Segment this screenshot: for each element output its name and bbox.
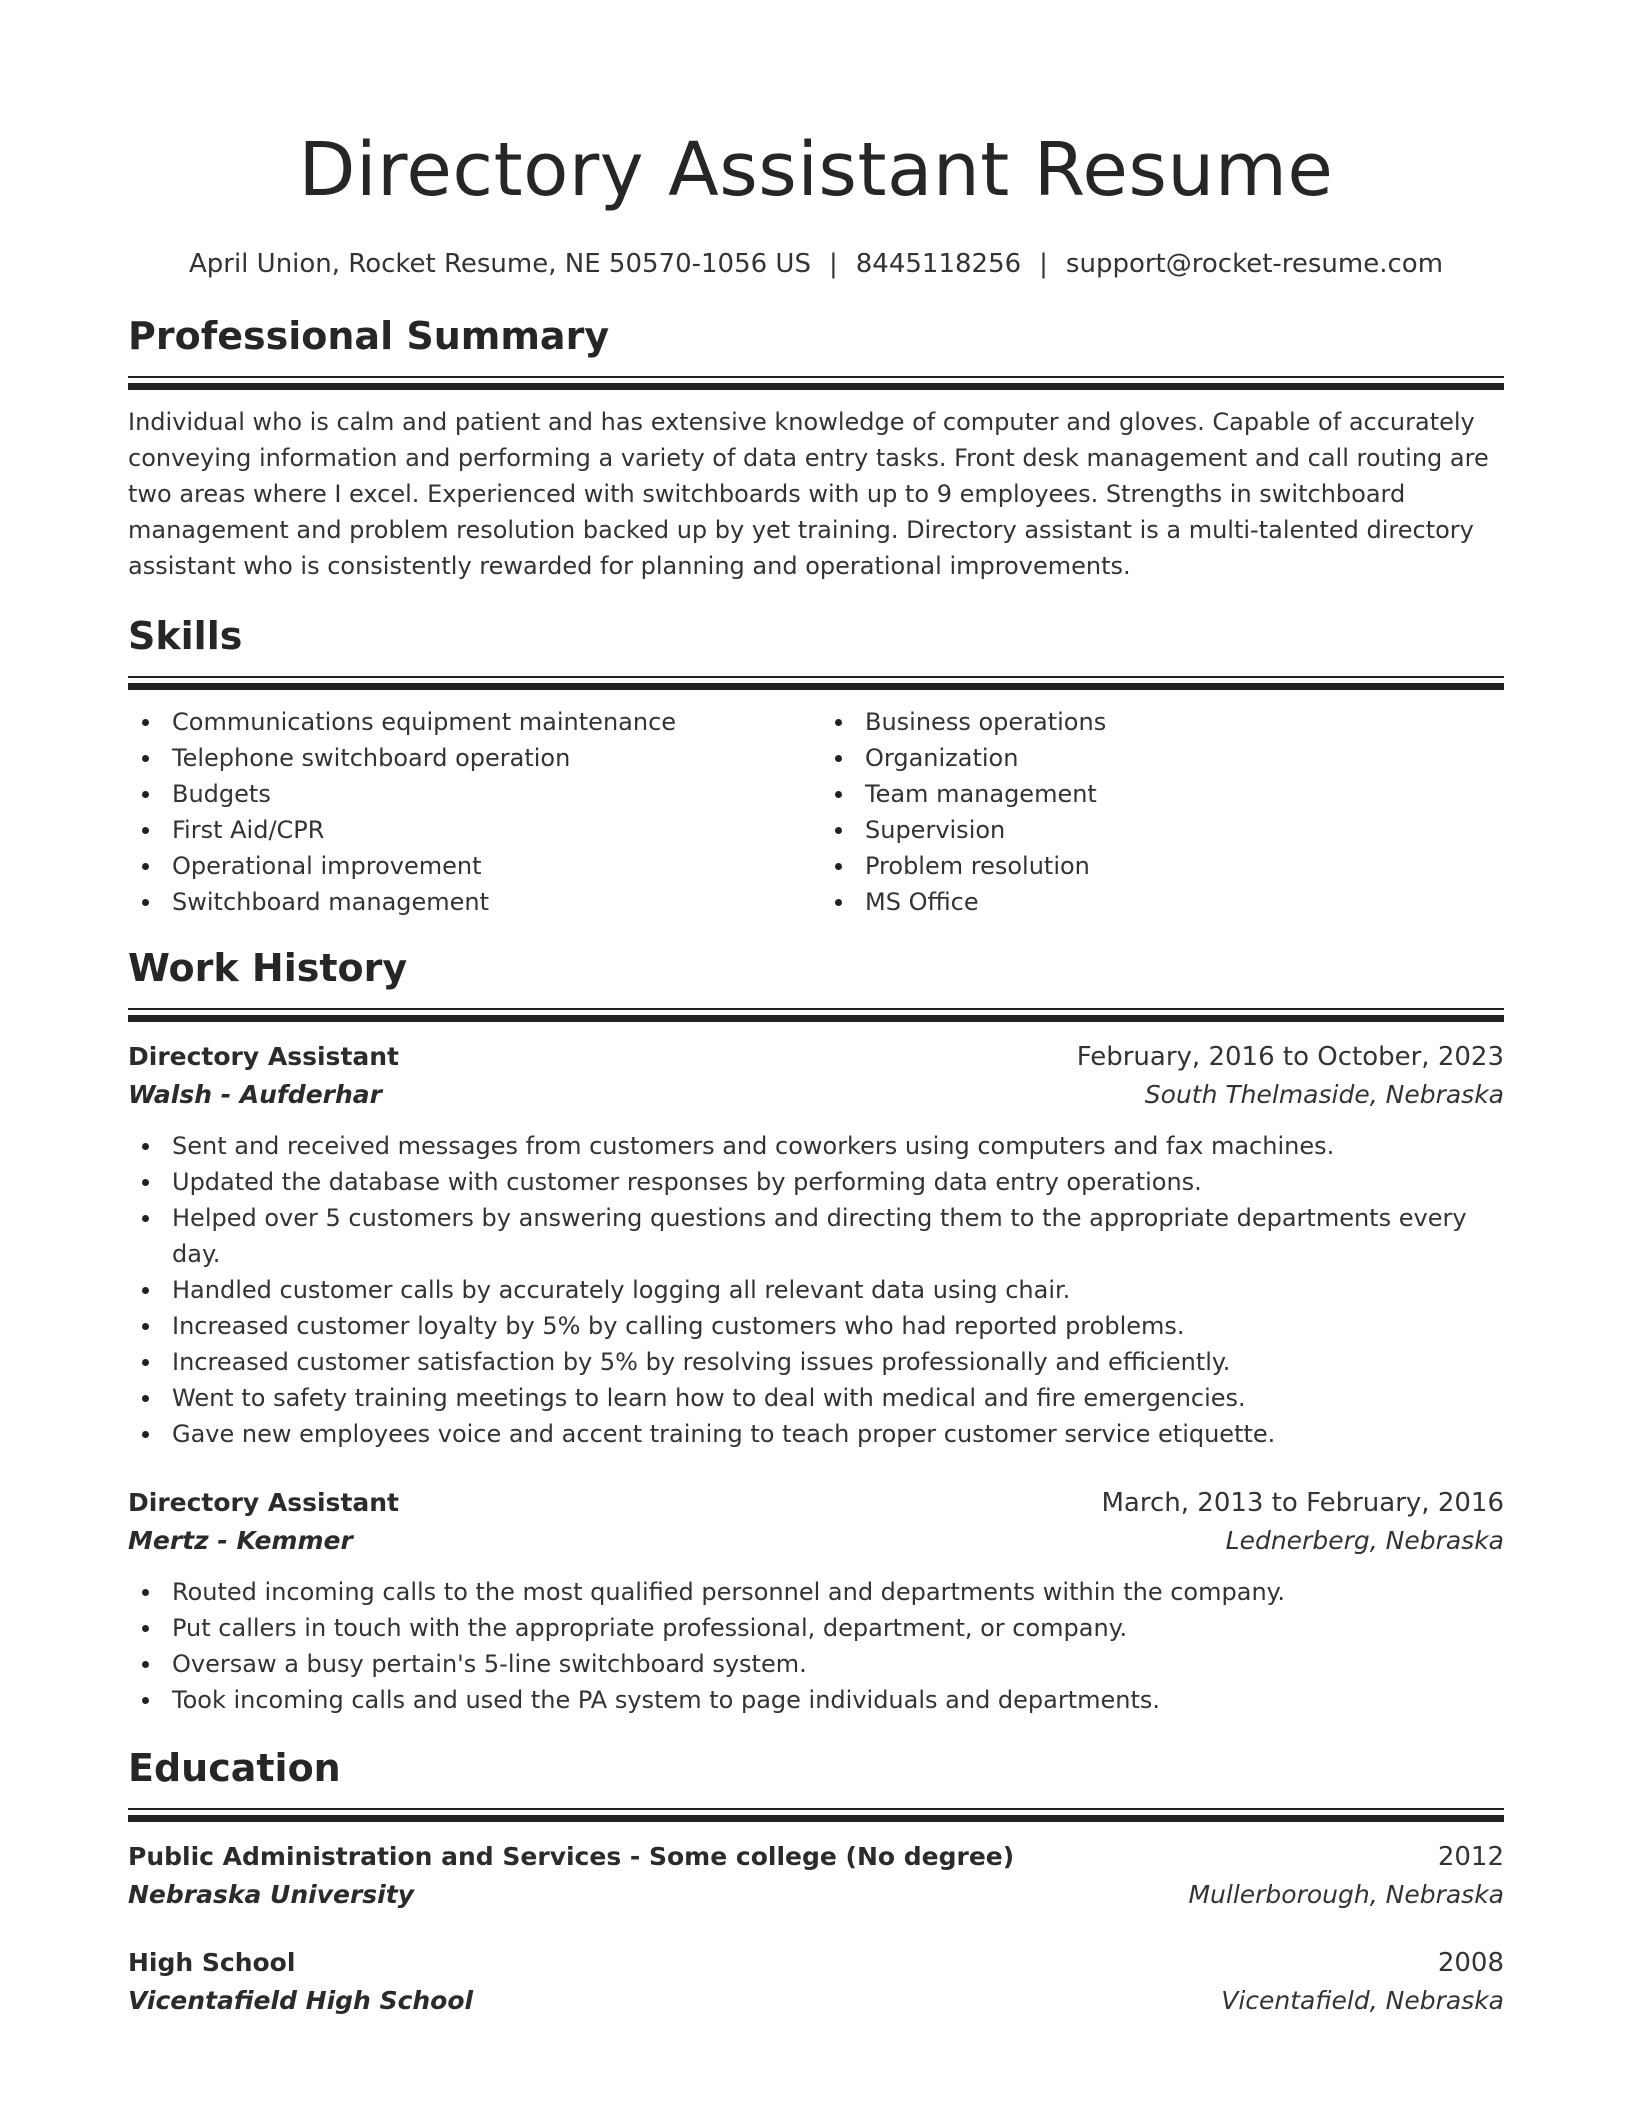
contact-address: April Union, Rocket Resume, NE 50570-1056 US: [188, 249, 811, 279]
education-entry: [128, 1944, 1504, 2020]
education-header-row: [128, 1838, 1504, 1876]
job-bullets: [128, 1574, 1504, 1718]
skill-item: MS Office: [821, 884, 1504, 920]
section-divider: [128, 1808, 1504, 1822]
contact-email[interactable]: support@rocket-resume.com: [1065, 249, 1444, 279]
section-divider: [128, 1008, 1504, 1022]
job-title: Directory Assistant: [128, 1488, 400, 1517]
job-bullet: Routed incoming calls to the most qualified personnel and departments within the company.: [128, 1574, 1504, 1610]
job-bullet: Took incoming calls and used the PA system to page individuals and departments.: [128, 1682, 1504, 1718]
skill-item: Organization: [821, 740, 1504, 776]
job-bullet: Updated the database with customer responses by performing data entry operations.: [128, 1164, 1504, 1200]
job-header-row: [128, 1038, 1504, 1076]
education-degree: High School: [128, 1948, 296, 1977]
skill-item: Telephone switchboard operation: [128, 740, 811, 776]
education-entry: [128, 1838, 1504, 1914]
job-company: Mertz - Kemmer: [128, 1526, 353, 1555]
skill-item: Problem resolution: [821, 848, 1504, 884]
job-location: South Thelmaside, Nebraska: [1144, 1080, 1504, 1109]
education-school-row: [128, 1876, 1504, 1914]
education-location: Mullerborough, Nebraska: [1188, 1880, 1504, 1909]
contact-phone: 8445118256: [855, 249, 1022, 279]
section-divider: [128, 676, 1504, 690]
skill-item: Switchboard management: [128, 884, 811, 920]
job-bullet: Increased customer loyalty by 5% by calling customers who had reported problems.: [128, 1308, 1504, 1344]
job-entry: [128, 1484, 1504, 1718]
skills-list-left: [128, 704, 811, 920]
education-heading: Education: [128, 1746, 341, 1790]
job-entry: [128, 1038, 1504, 1452]
job-company-row: [128, 1522, 1504, 1560]
job-location: Lednerberg, Nebraska: [1225, 1526, 1504, 1555]
education-year: 2008: [1437, 1948, 1504, 1978]
skill-item: Operational improvement: [128, 848, 811, 884]
job-bullet: Helped over 5 customers by answering questions and directing them to the appropriate departments every day.: [128, 1200, 1504, 1272]
job-company-row: [128, 1076, 1504, 1114]
skill-item: Budgets: [128, 776, 811, 812]
skills-columns: [128, 704, 1504, 920]
skill-item: First Aid/CPR: [128, 812, 811, 848]
job-bullet: Went to safety training meetings to learn how to deal with medical and fire emergencies.: [128, 1380, 1504, 1416]
skill-item: Team management: [821, 776, 1504, 812]
education-year: 2012: [1437, 1842, 1504, 1872]
contact-line: [128, 246, 1504, 282]
summary-section: [128, 310, 1504, 584]
job-bullet: Increased customer satisfaction by 5% by resolving issues professionally and efficiently.: [128, 1344, 1504, 1380]
skills-section: [128, 610, 1504, 920]
job-bullet: Gave new employees voice and accent training to teach proper customer service etiquette.: [128, 1416, 1504, 1452]
education-location: Vicentafield, Nebraska: [1221, 1986, 1504, 2015]
contact-separator: |: [828, 249, 838, 279]
education-header-row: [128, 1944, 1504, 1982]
job-bullet: Oversaw a busy pertain's 5-line switchboard system.: [128, 1646, 1504, 1682]
summary-heading: Professional Summary: [128, 314, 610, 358]
job-header-row: [128, 1484, 1504, 1522]
skill-item: Supervision: [821, 812, 1504, 848]
job-bullet: Put callers in touch with the appropriate professional, department, or company.: [128, 1610, 1504, 1646]
education-school: Nebraska University: [128, 1880, 414, 1909]
skill-item: Business operations: [821, 704, 1504, 740]
contact-separator: |: [1039, 249, 1048, 279]
job-company: Walsh - Aufderhar: [128, 1080, 382, 1109]
education-section: [128, 1742, 1504, 2020]
work-history-heading: Work History: [128, 946, 408, 990]
resume-title: Directory Assistant Resume: [298, 127, 1334, 213]
job-bullet: Sent and received messages from customers and coworkers using computers and fax machines.: [128, 1128, 1504, 1164]
job-dates: February, 2016 to October, 2023: [1076, 1042, 1504, 1072]
resume-page: [128, 118, 1504, 2020]
job-bullet: Handled customer calls by accurately logging all relevant data using chair.: [128, 1272, 1504, 1308]
section-divider: [128, 376, 1504, 390]
work-history-section: [128, 942, 1504, 1718]
education-degree: Public Administration and Services - Some college (No degree): [128, 1842, 1015, 1871]
job-bullets: [128, 1128, 1504, 1452]
job-title: Directory Assistant: [128, 1042, 400, 1071]
skills-list-right: [811, 704, 1504, 920]
skill-item: Communications equipment maintenance: [128, 704, 811, 740]
education-school-row: [128, 1982, 1504, 2020]
summary-text: Individual who is calm and patient and has extensive knowledge of computer and gloves. Capable of accurately conveying information and performing a variety of data entry tasks. Front desk management and call routing are two areas where I excel. Experienced with switchboards with up to 9 employees. Strengths in switchboard management and problem resolution backed up by yet training. Directory assistant is a multi-talented directory assistant who is consistently rewarded for planning and operational improvements.: [128, 408, 1489, 580]
skills-heading: Skills: [128, 614, 243, 658]
job-dates: March, 2013 to February, 2016: [1101, 1488, 1504, 1518]
education-school: Vicentafield High School: [128, 1986, 474, 2015]
